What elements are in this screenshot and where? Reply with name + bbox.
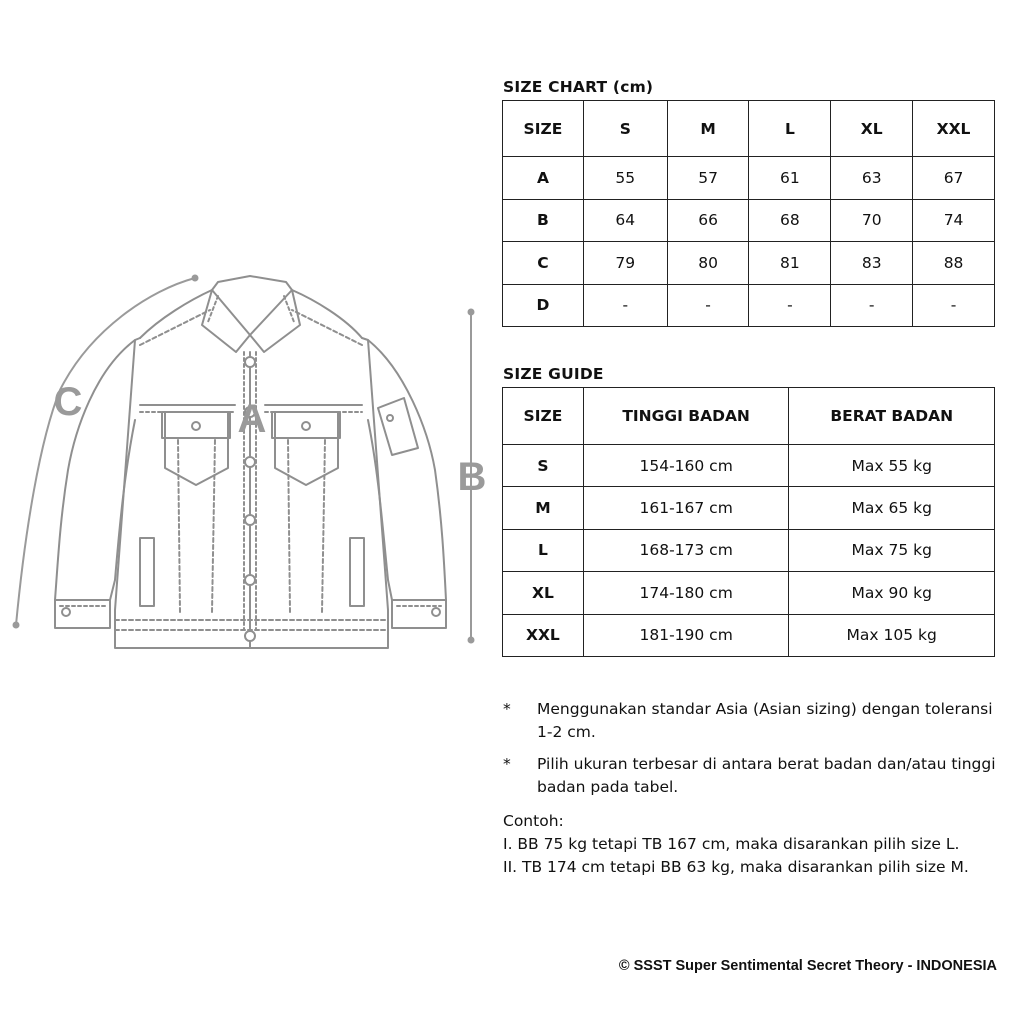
size-chart-header-row xyxy=(503,101,995,157)
table-cell: Max 105 kg xyxy=(789,614,995,656)
example-line: I. BB 75 kg tetapi TB 167 cm, maka disarankan pilih size L. xyxy=(503,835,960,853)
size-chart-table xyxy=(502,100,995,327)
table-cell: 79 xyxy=(583,242,667,285)
table-row xyxy=(503,487,995,529)
notes-list xyxy=(503,698,1003,808)
note-text: Menggunakan standar Asia (Asian sizing) dengan toleransi 1-2 cm. xyxy=(537,700,993,741)
table-cell: 83 xyxy=(831,242,913,285)
note-item xyxy=(503,698,1003,744)
waistband xyxy=(115,620,388,630)
measure-label-a: A xyxy=(237,397,267,441)
table-cell: A xyxy=(503,157,584,200)
jacket-illustration xyxy=(0,0,500,700)
examples-block xyxy=(503,810,969,879)
table-cell: 181-190 cm xyxy=(583,614,789,656)
table-cell: 67 xyxy=(913,157,995,200)
size-guide-header-cell: TINGGI BADAN xyxy=(583,388,789,445)
table-cell: Max 90 kg xyxy=(789,572,995,614)
measure-label-b: B xyxy=(457,455,487,499)
example-line: II. TB 174 cm tetapi BB 63 kg, maka disarankan pilih size M. xyxy=(503,858,969,876)
table-row xyxy=(503,199,995,242)
right-sleeve xyxy=(368,340,446,600)
table-cell: - xyxy=(583,284,667,327)
table-row xyxy=(503,614,995,656)
size-guide-header-row xyxy=(503,388,995,445)
size-guide-title: SIZE GUIDE xyxy=(503,365,604,383)
table-cell: 174-180 cm xyxy=(583,572,789,614)
size-chart-title: SIZE CHART (cm) xyxy=(503,78,654,96)
right-hand-pocket xyxy=(350,538,364,606)
size-guide-header-cell: SIZE xyxy=(503,388,584,445)
table-cell: - xyxy=(831,284,913,327)
examples-heading: Contoh: xyxy=(503,812,564,830)
table-cell: 61 xyxy=(749,157,831,200)
table-cell: Max 55 kg xyxy=(789,445,995,487)
table-cell: Max 65 kg xyxy=(789,487,995,529)
size-guide-header-cell: BERAT BADAN xyxy=(789,388,995,445)
table-cell: 168-173 cm xyxy=(583,529,789,571)
table-cell: Max 75 kg xyxy=(789,529,995,571)
size-guide-table xyxy=(502,387,995,657)
note-bullet: * xyxy=(503,755,511,773)
table-row xyxy=(503,242,995,285)
table-cell: - xyxy=(667,284,749,327)
note-item xyxy=(503,753,1003,799)
table-cell: L xyxy=(503,529,584,571)
table-row xyxy=(503,529,995,571)
table-row xyxy=(503,157,995,200)
measure-label-c: C xyxy=(53,380,83,424)
table-cell: 68 xyxy=(749,199,831,242)
size-chart-header-cell: S xyxy=(583,101,667,157)
table-cell: 161-167 cm xyxy=(583,487,789,529)
table-cell: - xyxy=(913,284,995,327)
table-cell: 88 xyxy=(913,242,995,285)
table-row xyxy=(503,445,995,487)
table-row xyxy=(503,284,995,327)
table-cell: XXL xyxy=(503,614,584,656)
size-chart-header-cell: SIZE xyxy=(503,101,584,157)
table-cell: B xyxy=(503,199,584,242)
table-cell: 63 xyxy=(831,157,913,200)
table-cell: XL xyxy=(503,572,584,614)
size-chart-header-cell: XXL xyxy=(913,101,995,157)
table-cell: 57 xyxy=(667,157,749,200)
table-cell: 81 xyxy=(749,242,831,285)
table-cell: S xyxy=(503,445,584,487)
table-cell: - xyxy=(749,284,831,327)
note-text: Pilih ukuran terbesar di antara berat badan dan/atau tinggi badan pada tabel. xyxy=(537,755,996,796)
left-hand-pocket xyxy=(140,538,154,606)
table-cell: M xyxy=(503,487,584,529)
table-cell: 64 xyxy=(583,199,667,242)
size-chart-header-cell: XL xyxy=(831,101,913,157)
table-cell: D xyxy=(503,284,584,327)
copyright-footer: © SSST Super Sentimental Secret Theory - INDONESIA xyxy=(618,958,997,974)
collar xyxy=(202,276,300,352)
table-cell: 80 xyxy=(667,242,749,285)
note-bullet: * xyxy=(503,700,511,718)
table-cell: 74 xyxy=(913,199,995,242)
table-cell: 66 xyxy=(667,199,749,242)
size-chart-header-cell: M xyxy=(667,101,749,157)
table-cell: 154-160 cm xyxy=(583,445,789,487)
table-cell: 55 xyxy=(583,157,667,200)
size-chart-header-cell: L xyxy=(749,101,831,157)
table-cell: C xyxy=(503,242,584,285)
jacket-body xyxy=(115,338,388,648)
table-row xyxy=(503,572,995,614)
table-cell: 70 xyxy=(831,199,913,242)
